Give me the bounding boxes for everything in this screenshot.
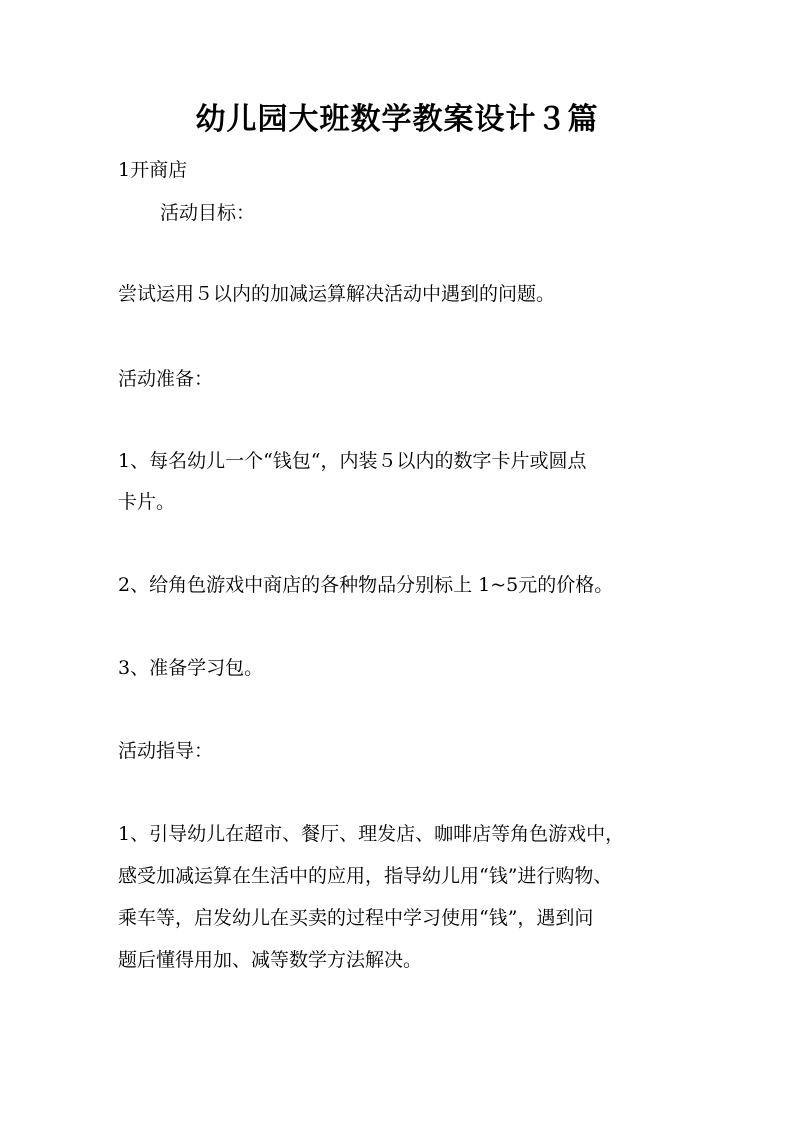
guide-item-1-line-2: 感受加减运算在生活中的应用，指导幼儿用“钱”进行购物、 [118, 865, 613, 887]
goal-label: 活动目标： [160, 202, 256, 224]
guide-item-1-line-1: 1、引导幼儿在超市、餐厅、理发店、咖啡店等角色游戏中， [118, 823, 625, 845]
goal-text: 尝试运用５以内的加减运算解决活动中遇到的问题。 [118, 283, 556, 305]
prep-item-2: 2、给角色游戏中商店的各种物品分别标上 1~5元的价格。 [118, 574, 614, 596]
guide-item-1-line-3: 乘车等，启发幼儿在买卖的过程中学习使用“钱”，遇到问 [118, 907, 594, 929]
prep-item-1-line-2: 卡片。 [118, 491, 176, 513]
page-title: 幼儿园大班数学教案设计３篇 [195, 102, 599, 137]
guide-item-1-line-4: 题后懂得用加、减等数学方法解决。 [118, 949, 423, 971]
prep-item-3: 3、准备学习包。 [118, 657, 264, 679]
guide-label: 活动指导： [118, 740, 214, 762]
prep-item-1-line-1: 1、每名幼儿一个“钱包“，内装５以内的数字卡片或圆点 [118, 450, 587, 472]
prep-label: 活动准备： [118, 368, 214, 390]
section-heading: 1开商店 [118, 159, 188, 181]
